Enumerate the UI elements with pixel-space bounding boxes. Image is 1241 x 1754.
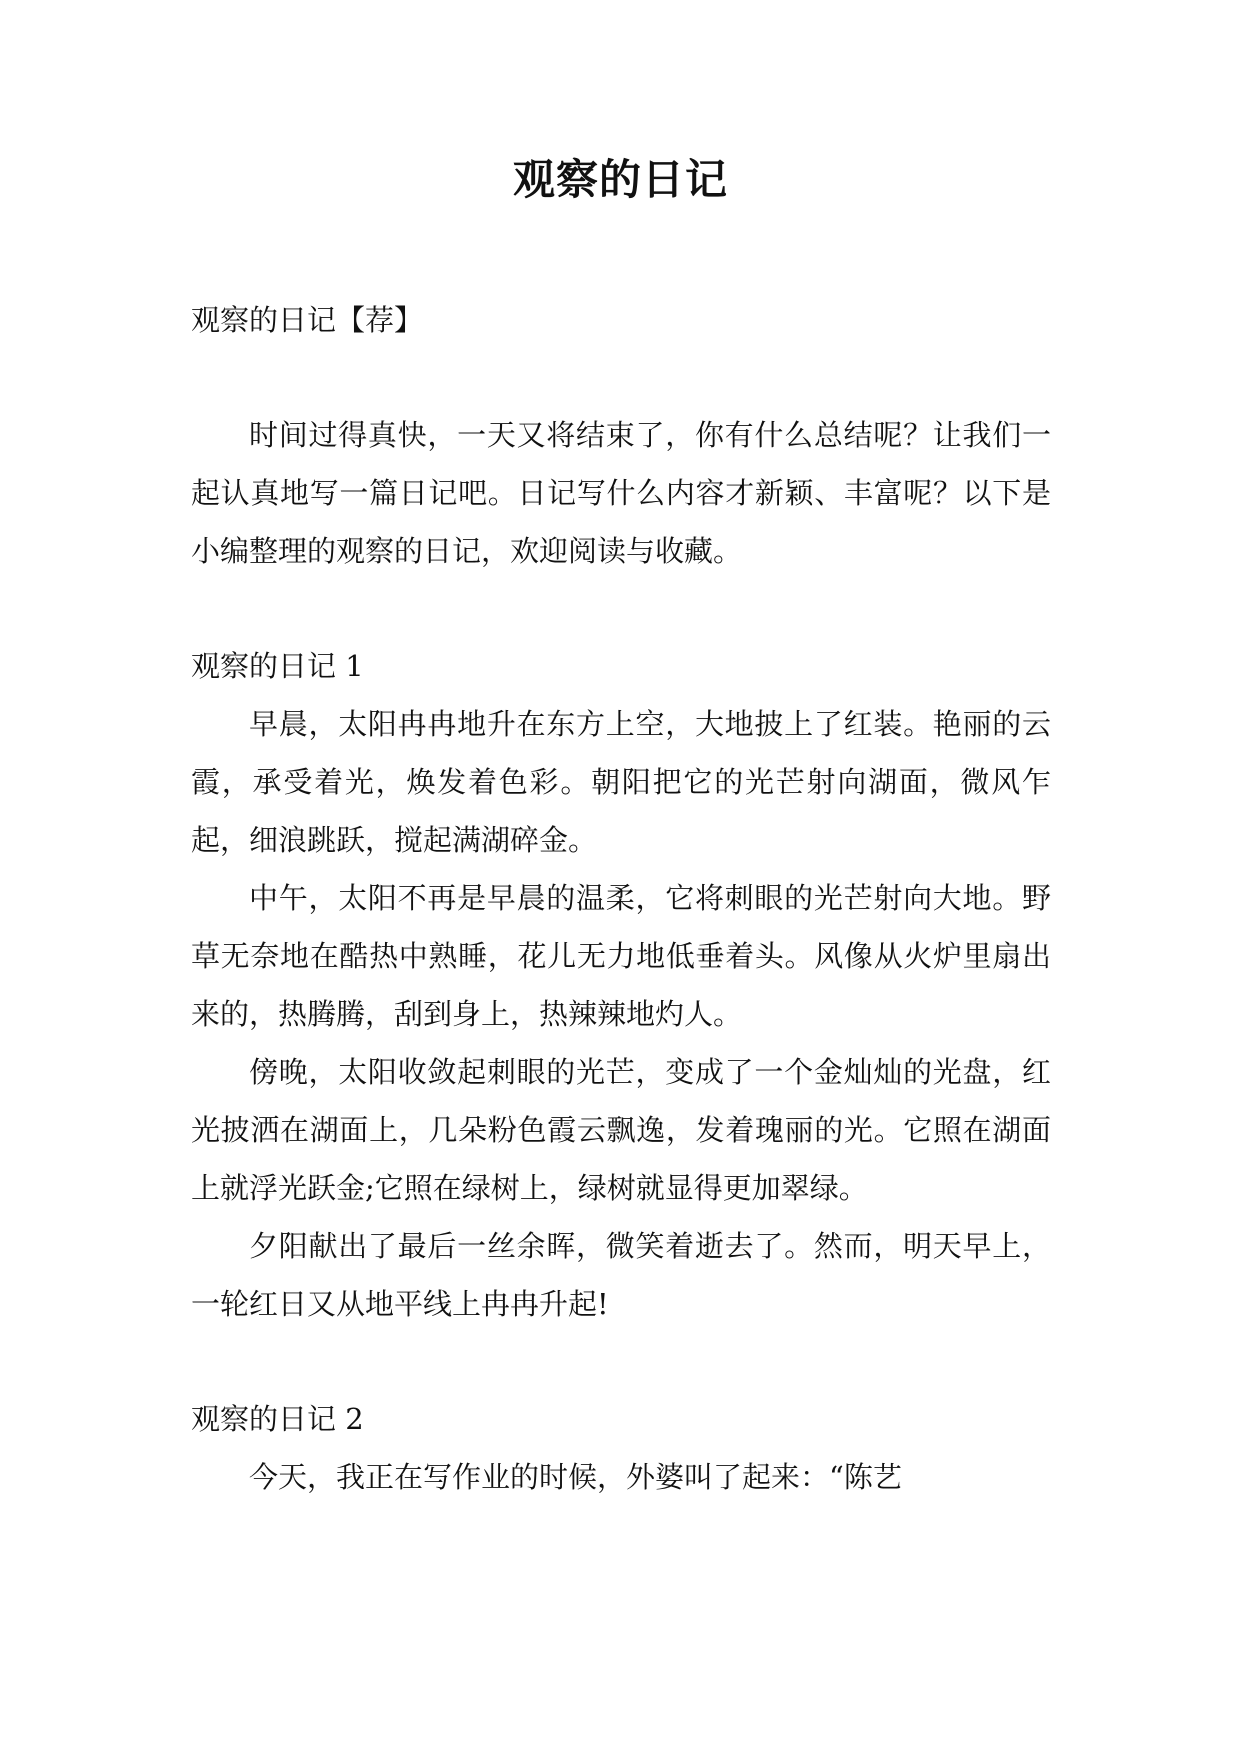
- spacer: [191, 1333, 1051, 1390]
- intro-paragraph: 时间过得真快，一天又将结束了，你有什么总结呢？让我们一起认真地写一篇日记吧。日记写什么内容才新颖、丰富呢？以下是小编整理的观察的日记，欢迎阅读与收藏。: [191, 418, 1051, 568]
- spacer: [191, 580, 1051, 637]
- document-title: 观察的日记: [512, 155, 728, 204]
- section-paragraph: 夕阳献出了最后一丝余晖，微笑着逝去了。然而，明天早上，一轮红日又从地平线上冉冉升起!: [191, 1229, 1051, 1321]
- section-heading: 观察的日记 2: [191, 1402, 364, 1436]
- section-paragraph: 中午，太阳不再是早晨的温柔，它将刺眼的光芒射向大地。野草无奈地在酷热中熟睡，花儿无力地低垂着头。风像从火炉里扇出来的，热腾腾，刮到身上，热辣辣地灼人。: [191, 881, 1051, 1031]
- section-paragraph: 傍晚，太阳收敛起刺眼的光芒，变成了一个金灿灿的光盘，红光披洒在湖面上，几朵粉色霞云飘逸，发着瑰丽的光。它照在湖面上就浮光跃金;它照在绿树上，绿树就显得更加翠绿。: [191, 1055, 1051, 1205]
- spacer: [191, 349, 1051, 406]
- document-body: [191, 291, 1051, 1506]
- section-paragraph: 今天，我正在写作业的时候，外婆叫了起来：“陈艺: [249, 1460, 902, 1494]
- section-paragraph: 早晨，太阳冉冉地升在东方上空，大地披上了红装。艳丽的云霞，承受着光，焕发着色彩。朝阳把它的光芒射向湖面，微风乍起，细浪跳跃，搅起满湖碎金。: [191, 707, 1051, 857]
- document-subtitle: 观察的日记【荐】: [191, 303, 424, 337]
- section-heading: 观察的日记 1: [191, 649, 364, 683]
